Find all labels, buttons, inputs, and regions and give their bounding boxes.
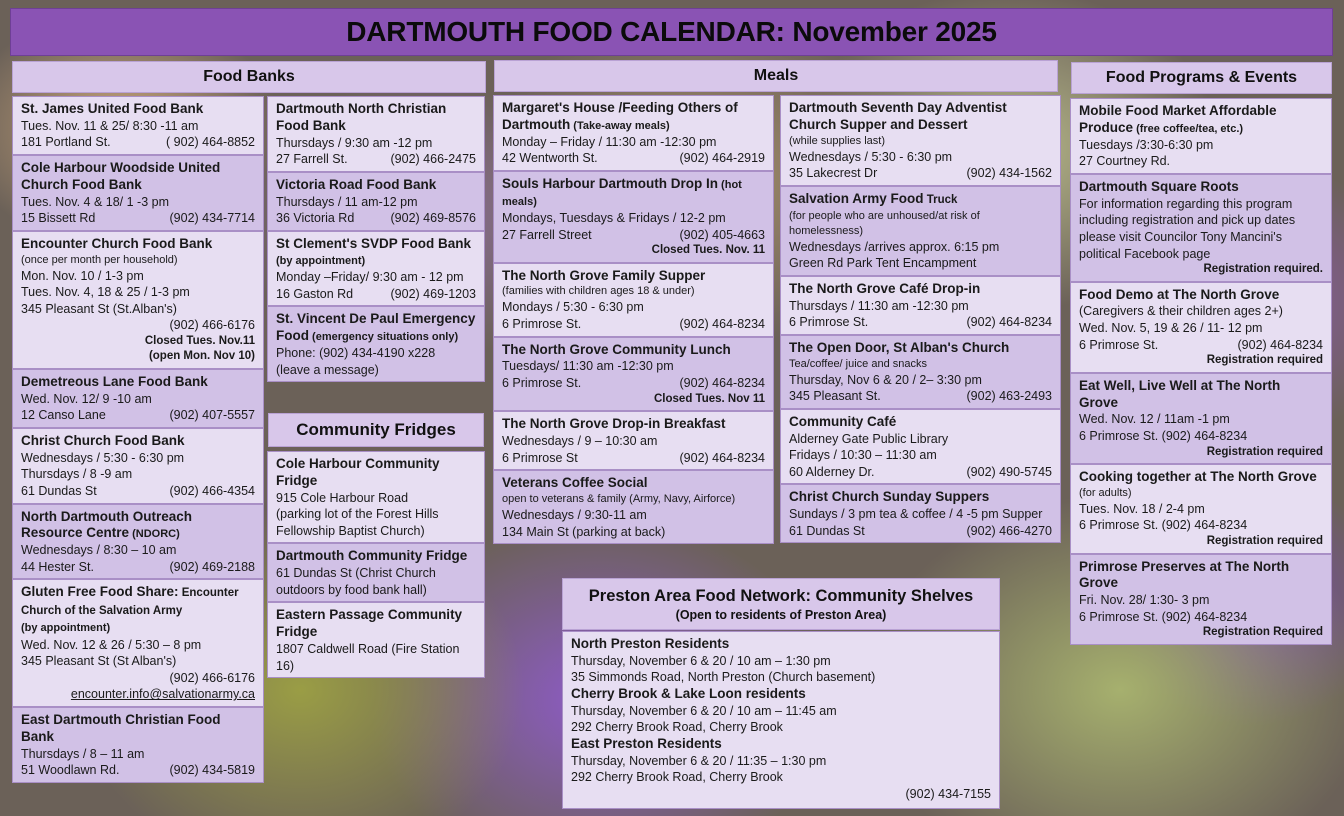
meal-name-note: (Take-away meals) [570,119,670,132]
program-card [1070,174,1332,282]
meal-card [780,409,1061,485]
food-bank-card [267,96,485,172]
preston-group-name: East Preston Residents [571,735,722,751]
meal-line: Wednesdays / 9:30-11 am [502,507,647,522]
program-notice: Registration required [1206,445,1323,458]
programs-column [1070,98,1332,645]
meal-phone: (902) 464-2919 [679,151,765,166]
meal-notice: Closed Tues. Nov 11 [654,392,765,405]
food-bank-name: St. Vincent De Paul Emergency Food (emergency situations only) [276,311,476,344]
food-bank-name: Dartmouth North Christian Food Bank [276,101,447,133]
food-bank-card [267,172,485,231]
meal-address-row [502,316,765,333]
meal-name: Dartmouth Seventh Day Adventist Church Supper and Dessert [789,100,1007,132]
meals-column-1 [493,95,774,544]
fridge-line: 61 Dundas St (Christ Church outdoors by food bank hall) [276,566,436,597]
meal-line: Mondays / 5:30 - 6:30 pm [502,300,644,315]
food-banks-column-2 [267,96,485,382]
meal-line: Wednesdays / 9 – 10:30 am [502,433,658,448]
meal-name: Christ Church Sunday Suppers [789,489,990,505]
meal-card [493,337,774,411]
food-bank-line: Thursdays / 8 -9 am [21,467,133,482]
meal-address-row [502,150,765,167]
meal-card [493,95,774,171]
meal-name-note: (hot meals) [502,178,742,208]
meal-line: Fridays / 10:30 – 11:30 am [789,448,937,463]
meal-address-row [502,450,765,467]
food-bank-name: St Clement's SVDP Food Bank [276,235,471,251]
food-bank-name: Cole Harbour Woodside United Church Food Bank [21,159,221,192]
food-bank-phone: (902) 469-8576 [390,211,476,226]
meal-address-row [789,388,1052,405]
meal-address: 6 Primrose St. [789,315,869,330]
meal-line: Thursday, Nov 6 & 20 / 2– 3:30 pm [789,372,982,387]
food-bank-address: 12 Canso Lane [21,408,106,423]
meal-address: 61 Dundas St [789,523,865,538]
preston-subtitle: (Open to residents of Preston Area) [675,607,887,622]
food-bank-card [267,231,485,307]
meal-line: Sundays / 3 pm tea & coffee / 4 -5 pm Supper [789,507,1043,522]
food-bank-name: Encounter Church Food Bank [21,235,213,251]
program-line: Tues. Nov. 18 / 2-4 pm [1079,501,1205,516]
meal-address-row [789,314,1052,331]
food-bank-phone: (902) 469-2188 [169,559,255,574]
food-bank-appointment: (by appointment) [276,254,366,267]
meal-card [493,411,774,470]
program-name: Mobile Food Market Affordable Produce (free coffee/tea, etc.) [1079,103,1277,135]
meal-line: Alderney Gate Public Library [789,431,949,446]
food-bank-line: Wed. Nov. 12/ 9 -10 am [21,391,152,406]
food-bank-line: Phone: (902) 434-4190 x228 [276,346,436,361]
meal-line: Green Rd Park Tent Encampment [789,256,977,271]
meal-line: Mondays, Tuesdays & Fridays / 12-2 pm [502,210,726,225]
food-bank-address: 36 Victoria Rd [276,211,355,226]
preston-line: 35 Simmonds Road, North Preston (Church basement) [571,670,876,685]
food-bank-phone: (902) 434-5819 [169,763,255,778]
program-name: Dartmouth Square Roots [1079,178,1239,194]
food-bank-name: Gluten Free Food Share: Encounter Church of the Salvation Army [21,584,239,618]
food-bank-address-row [21,483,255,500]
program-line: 6 Primrose St. (902) 464-8234 [1079,428,1248,443]
fridge-card [267,602,485,678]
meal-line: Wednesdays / 5:30 - 6:30 pm [789,149,953,164]
preston-line: Thursday, November 6 & 20 / 10 am – 11:45 am [571,703,837,718]
food-bank-address-row [21,407,255,424]
preston-line: Thursday, November 6 & 20 / 10 am – 1:30 pm [571,653,831,668]
meal-address: 6 Primrose St [502,450,578,465]
food-bank-phone: (902) 407-5557 [169,408,255,423]
meal-line: 134 Main St (parking at back) [502,524,666,539]
meal-address-row [502,227,765,244]
meals-header: Meals [494,60,1058,92]
program-name: Food Demo at The North Grove [1079,286,1280,302]
food-bank-name: Christ Church Food Bank [21,432,185,448]
food-bank-address-row [21,210,255,227]
program-name: Cooking together at The North Grove [1079,469,1317,485]
meal-phone: (902) 464-8234 [679,376,765,391]
meals-column-2 [780,95,1061,543]
meal-address: 345 Pleasant St. [789,389,881,404]
meal-name: The North Grove Drop-in Breakfast [502,416,726,432]
community-fridges-column [267,451,485,678]
program-notice: Registration required [1206,354,1323,367]
program-card [1070,98,1332,174]
program-name: Primrose Preserves at The North Grove [1079,558,1290,591]
meal-address: 60 Alderney Dr. [789,464,875,479]
meal-phone: (902) 434-1562 [966,166,1052,181]
meal-address-row [789,464,1052,481]
program-note: (for adults) [1079,486,1132,499]
meal-line: Thursdays / 11:30 am -12:30 pm [789,298,969,313]
food-bank-name: St. James United Food Bank [21,101,204,116]
meal-address: 27 Farrell Street [502,227,592,242]
program-card [1070,282,1332,373]
meal-card [493,470,774,544]
meal-card [780,335,1061,409]
meal-name: Souls Harbour Dartmouth Drop In (hot meals) [502,175,742,208]
food-bank-address: 44 Hester St. [21,559,94,574]
food-bank-line: Tues. Nov. 11 & 25/ 8:30 -11 am [21,118,199,133]
food-bank-phone: (902) 466-6176 [169,318,255,333]
food-bank-name-note: Encounter Church of the Salvation Army [21,587,239,618]
food-bank-address: 51 Woodlawn Rd. [21,763,120,778]
meal-card [780,276,1061,335]
meal-address: 6 Primrose St. [502,317,582,332]
food-bank-line: Mon. Nov. 10 / 1-3 pm [21,268,144,283]
program-phone: (902) 464-8234 [1237,337,1323,352]
food-bank-address-row [276,286,476,303]
fridge-card [267,543,485,602]
program-notice: Registration required [1206,535,1323,547]
food-bank-name: North Dartmouth Outreach Resource Centre (NDORC) [21,508,193,541]
program-line: Wed. Nov. 5, 19 & 26 / 11- 12 pm [1079,321,1263,336]
food-bank-phone: (902) 466-6176 [169,670,255,685]
program-notice: Registration Required [1202,626,1323,639]
meal-phone: (902) 464-8234 [966,315,1052,330]
food-bank-card [12,231,264,369]
food-bank-line: (leave a message) [276,362,379,377]
food-bank-address: 61 Dundas St [21,483,97,498]
meal-name: Veterans Coffee Social [502,475,648,491]
program-address-row [1079,337,1323,354]
food-bank-line: Wednesdays / 5:30 - 6:30 pm [21,450,185,465]
meal-name: The Open Door, St Alban's Church [789,339,1010,355]
preston-group-name: Cherry Brook & Lake Loon residents [571,685,806,701]
community-fridges-header: Community Fridges [268,413,484,447]
program-line: Wed. Nov. 12 / 11am -1 pm [1079,412,1230,427]
meal-line: Monday – Friday / 11:30 am -12:30 pm [502,134,717,149]
programs-header: Food Programs & Events [1071,62,1332,94]
fridge-name: Eastern Passage Community Fridge [276,607,463,640]
food-bank-line: Thursdays / 8 – 11 am [21,746,145,761]
meal-phone: (902) 490-5745 [966,464,1052,479]
food-bank-card [12,155,264,231]
meal-address: 42 Wentworth St. [502,151,598,166]
program-line: 27 Courtney Rd. [1079,154,1171,169]
meal-phone: (902) 466-4270 [966,523,1052,538]
fridge-name: Dartmouth Community Fridge [276,548,468,564]
fridge-name: Cole Harbour Community Fridge [276,456,440,488]
food-bank-address: 15 Bissett Rd [21,211,96,226]
food-bank-line: Wednesdays / 8:30 – 10 am [21,543,177,558]
program-line: For information regarding this program including registration and pick up dates please visit Councilor Tony Mancini's political Facebook page [1079,196,1296,261]
meal-line: Tuesdays/ 11:30 am -12:30 pm [502,359,674,374]
meal-line: Wednesdays /arrives approx. 6:15 pm [789,239,1000,254]
meal-note: (for people who are unhoused/at risk of homelessness) [789,209,980,237]
program-line: 6 Primrose St. (902) 464-8234 [1079,518,1248,533]
food-bank-note: (once per month per household) [21,253,178,266]
meal-address-row [789,165,1052,182]
program-address: 6 Primrose St. [1079,337,1159,352]
food-bank-line: 345 Pleasant St (St.Alban's) [21,301,177,316]
fridge-line: 915 Cole Harbour Road [276,490,409,505]
food-bank-notice: Closed Tues. Nov.11 [144,334,255,347]
food-bank-address-row [276,151,476,168]
meal-card [780,95,1061,186]
meal-note: (while supplies last) [789,134,885,147]
food-bank-appointment: (by appointment) [21,622,111,635]
food-bank-name: East Dartmouth Christian Food Bank [21,712,221,744]
food-bank-phone: ( 902) 464-8852 [166,135,255,150]
food-bank-line: Wed. Nov. 12 & 26 / 5:30 – 8 pm [21,637,202,652]
food-bank-card [12,428,264,504]
food-bank-card [12,369,264,428]
meal-card [780,484,1061,543]
program-card [1070,554,1332,645]
food-bank-name: Victoria Road Food Bank [276,176,437,192]
meal-notice: Closed Tues. Nov. 11 [651,244,765,257]
preston-card [562,631,1000,809]
program-line: Fri. Nov. 28/ 1:30- 3 pm [1079,593,1210,608]
meal-phone: (902) 464-8234 [679,317,765,332]
food-bank-line: Thursdays / 9:30 am -12 pm [276,135,433,150]
meal-name: Salvation Army Food Truck [789,190,958,206]
food-bank-name-note: (emergency situations only) [309,331,459,344]
meal-note: Tea/coffee/ juice and snacks [789,357,927,370]
preston-line: 292 Cherry Brook Road, Cherry Brook [571,770,783,785]
food-bank-line: Monday –Friday/ 9:30 am - 12 pm [276,270,464,285]
food-bank-line: Tues. Nov. 4 & 18/ 1 -3 pm [21,194,169,209]
fridge-card [267,451,485,543]
food-bank-line: 345 Pleasant St (St Alban's) [21,654,177,669]
food-bank-address: 16 Gaston Rd [276,286,354,301]
program-line: 6 Primrose St. (902) 464-8234 [1079,609,1248,624]
program-card [1070,464,1332,553]
food-bank-address: 27 Farrell St. [276,152,348,167]
preston-phone: (902) 434-7155 [905,786,991,801]
food-bank-card [267,306,485,382]
food-bank-address-row [276,210,476,227]
program-card [1070,373,1332,464]
meal-card [493,171,774,263]
food-bank-line: Thursdays / 11 am-12 pm [276,194,418,209]
meal-phone: (902) 463-2493 [966,389,1052,404]
food-bank-name-note: (NDORC) [129,528,180,541]
preston-line: 292 Cherry Brook Road, Cherry Brook [571,720,783,735]
food-bank-name: Demetreous Lane Food Bank [21,373,208,389]
meal-card [780,186,1061,276]
food-bank-address: 181 Portland St. [21,135,111,150]
food-bank-address-row [21,762,255,779]
food-bank-card [12,707,264,783]
meal-address-row [502,375,765,392]
meal-name: Community Café [789,413,897,429]
food-bank-address-row [21,559,255,576]
meal-name: The North Grove Café Drop-in [789,280,981,296]
food-bank-phone: (902) 466-4354 [169,483,255,498]
food-bank-phone: (902) 434-7714 [169,211,255,226]
food-bank-address-row [21,134,255,151]
meal-note: (families with children ages 18 & under) [502,285,695,298]
meal-phone: (902) 464-8234 [679,450,765,465]
meal-address: 6 Primrose St. [502,376,582,391]
meal-address-row [789,523,1052,540]
page-title: DARTMOUTH FOOD CALENDAR: November 2025 [10,8,1333,56]
meal-name-note: Truck [923,193,958,206]
program-line: (Caregivers & their children ages 2+) [1079,304,1283,319]
meal-address: 35 Lakecrest Dr [789,166,878,181]
meal-name: Margaret's House /Feeding Others of Dartmouth (Take-away meals) [502,100,738,132]
food-bank-line: Tues. Nov. 4, 18 & 25 / 1-3 pm [21,285,190,300]
meal-note: open to veterans & family (Army, Navy, Airforce) [502,492,736,505]
food-bank-card [12,96,264,155]
preston-group-name: North Preston Residents [571,636,730,651]
program-name: Eat Well, Live Well at The North Grove [1079,377,1281,410]
food-bank-phone: (902) 469-1203 [390,286,476,301]
program-notice: Registration required. [1203,263,1323,276]
food-banks-header: Food Banks [12,61,486,93]
food-bank-card [12,504,264,580]
meal-name: The North Grove Family Supper [502,267,706,283]
preston-header [562,578,1000,630]
food-banks-column-1 [12,96,264,783]
fridge-line: 1807 Caldwell Road (Fire Station 16) [276,641,460,673]
food-bank-card [12,579,264,707]
program-name-note: (free coffee/tea, etc.) [1133,122,1244,135]
preston-title: Preston Area Food Network: Community Shelves [588,586,974,605]
meal-card [493,263,774,337]
program-line: Tuesdays /3:30-6:30 pm [1079,137,1214,152]
meal-phone: (902) 405-4663 [679,227,765,242]
meal-name: The North Grove Community Lunch [502,341,731,357]
food-bank-notice: (open Mon. Nov 10) [148,350,255,363]
food-bank-email-link[interactable]: encounter.info@salvationarmy.ca [70,687,255,702]
food-bank-phone: (902) 466-2475 [390,152,476,167]
fridge-line: (parking lot of the Forest Hills Fellowship Baptist Church) [276,507,439,538]
preston-line: Thursday, November 6 & 20 / 11:35 – 1:30 pm [571,753,827,768]
